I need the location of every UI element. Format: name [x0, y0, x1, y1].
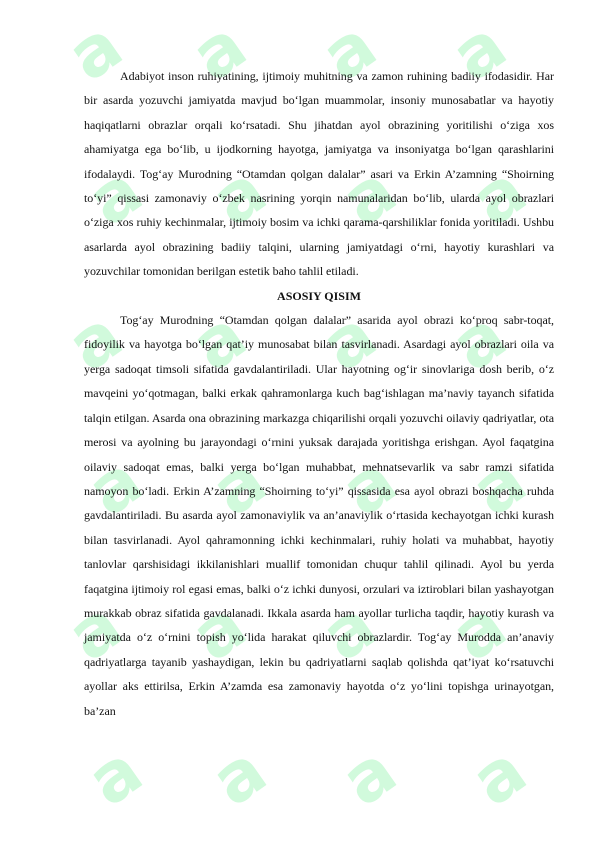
watermark-glyph: a: [197, 441, 281, 533]
watermark-glyph: a: [73, 731, 157, 823]
watermark-glyph: a: [53, 586, 137, 678]
watermark-glyph: a: [437, 296, 521, 388]
watermark-glyph: a: [457, 441, 541, 533]
watermark-glyph: a: [327, 441, 411, 533]
watermark-glyph: a: [327, 731, 411, 823]
watermark-glyph: a: [177, 6, 261, 98]
watermark-glyph: a: [307, 586, 391, 678]
watermark-glyph: a: [327, 151, 411, 243]
watermark-glyph: a: [53, 6, 137, 98]
watermark-glyph: a: [457, 731, 541, 823]
watermark-glyph: a: [307, 296, 391, 388]
document-body: [84, 64, 554, 723]
main-paragraph: Tog‘ay Murodning “Otamdan qolgan dalalar” asarida ayol obrazi ko‘proq sabr-toqat, fidoyilik va hayotga bo‘lgan qat’iy munosabat bilan tasvirlanadi. Asardagi ayol obrazlari oila va yerga sadoqat timsoli sifatida gavdalantiriladi. Ular hayotning og‘ir sinovlariga dosh berib, o‘z mavqeini yo‘qotmagan, balki erkak qahramonlarga kuch bag‘ishlagan ma’naviy tayanch sifatida talqin etilgan. Asarda ona obrazining markazga chiqarilishi orqali yozuvchi oilaviy qadriyatlar, ota merosi va ayolning bu jarayondagi o‘rnini yuksak darajada yoritishga erishgan. Ayol faqatgina oilaviy sadoqat emas, balki yerga bo‘lgan muhabbat, mehnatsevarlik va sabr ramzi sifatida namoyon bo‘ladi. Erkin A’zamning “Shoirning to‘yi” qissasida esa ayol obrazi boshqacha ruhda gavdalantiriladi. Bu asarda ayol zamonaviylik va an’anaviylik o‘rtasida kechayotgan ichki kurash bilan tasvirlanadi. Ayol qahramonning ichki kechinmalari, ruhiy holati va muhabbat, hayotiy tanlovlar qarshisidagi ikkilanishlari muallif tomonidan chuqur tahlil qilinadi. Ayol bu yerda faqatgina ijtimoiy rol egasi emas, balki o‘z ichki dunyosi, orzulari va iztiroblari bilan yashayotgan murakkab obraz sifatida gavdalanadi. Ikkala asarda ham ayollar turlicha taqdir, hayotiy kurash va jamiyatda o‘z o‘rnini topish yo‘lida harakat qiluvchi obrazlardir. Tog‘ay Murodda an’anaviy qadriyatlarga tayanib yashaydigan, lekin bu qadriyatlarni saqlab qolishda qat’iyat ko‘rsatuvchi ayollar aks ettirilsa, Erkin A’zamda esa zamonaviy hayotda o‘z yo‘lini topishga urinayotgan, ba’zan: [84, 313, 554, 718]
watermark-glyph: a: [197, 151, 281, 243]
watermark-glyph: a: [177, 296, 261, 388]
section-heading: ASOSIY QISIM: [277, 288, 361, 303]
watermark-glyph: a: [437, 586, 521, 678]
watermark-glyph: a: [73, 151, 157, 243]
watermark-glyph: a: [177, 586, 261, 678]
watermark-glyph: a: [307, 6, 391, 98]
watermark-glyph: a: [197, 731, 281, 823]
intro-paragraph: Adabiyot inson ruhiyatining, ijtimoiy muhitning va zamon ruhining badiiy ifodasidir. Har bir asarda yozuvchi jamiyatda mavjud bo‘lgan muammolar, insoniy munosabatlar va hayotiy haqiqatlarni obrazlar orqali ko‘rsatadi. Shu jihatdan ayol obrazining yoritilishi o‘ziga xos ahamiyatga ega bo‘lib, u ijodkorning hayotga, jamiyatga va insoniyatga bo‘lgan qarashlarini ifodalaydi. Tog‘ay Murodning “Otamdan qolgan dalalar” asari va Erkin A’zamning “Shoirning to‘yi” qissasi zamonaviy o‘zbek nasrining yorqin namunalaridan bo‘lib, ularda ayol obrazlari o‘ziga xos ruhiy kechinmalar, ijtimoiy bosim va ichki qarama-qarshiliklar fonida yoritiladi. Ushbu asarlarda ayol obrazining badiiy talqini, ularning jamiyatdagi o‘rni, hayotiy kurashlari va yozuvchilar tomonidan berilgan estetik baho tahlil etiladi.: [84, 69, 554, 279]
watermark-glyph: a: [73, 441, 157, 533]
watermark-glyph: a: [457, 151, 541, 243]
watermark-glyph: a: [53, 296, 137, 388]
watermark-glyph: a: [437, 6, 521, 98]
